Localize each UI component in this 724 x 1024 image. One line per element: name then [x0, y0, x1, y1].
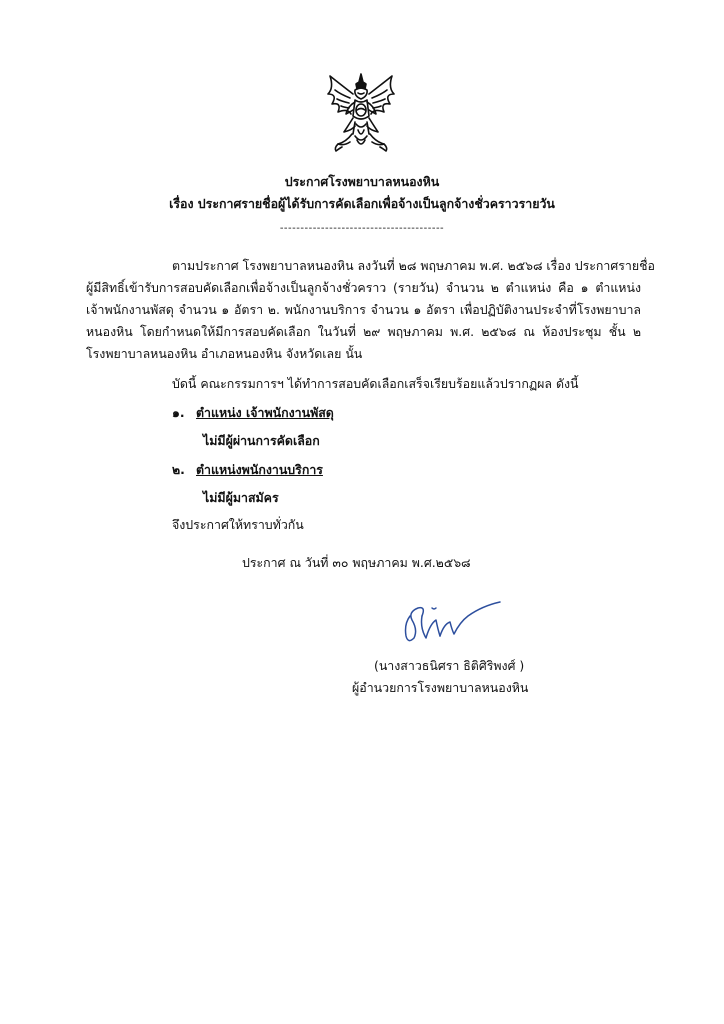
- item-result: ไม่มีผู้ผ่านการคัดเลือก: [203, 433, 320, 448]
- paragraph-line: ตามประกาศ โรงพยาบาลหนองหิน ลงวันที่ ๒๘ พฤษภาคม พ.ศ. ๒๕๖๘ เรื่อง ประกาศรายชื่อ: [172, 258, 655, 273]
- signatory-name: (นางสาวธนิศรา ธิติศิริพงศ์ ): [374, 658, 525, 673]
- paragraph-line: โรงพยาบาลหนองหิน อำเภอหนองหิน จังหวัดเลย นั้น: [86, 346, 363, 361]
- garuda-emblem-icon: [322, 72, 400, 154]
- item-number: ๒.: [172, 462, 185, 477]
- item-result: ไม่มีผู้มาสมัคร: [203, 490, 279, 505]
- signatory-position: ผู้อำนวยการโรงพยาบาลหนองหิน: [352, 680, 529, 695]
- paragraph-line: หนองหิน โดยกำหนดให้มีการสอบคัดเลือก ในวันที่ ๒๙ พฤษภาคม พ.ศ. ๒๕๖๘ ณ ห้องประชุม ชั้น ๒: [86, 324, 641, 339]
- paragraph-result-intro: บัดนี้ คณะกรรมการฯ ได้ทำการสอบคัดเลือกเสร็จเรียบร้อยแล้วปรากฏผล ดังนี้: [172, 376, 579, 391]
- announcement-title: ประกาศโรงพยาบาลหนองหิน: [284, 174, 440, 189]
- announcement-date: ประกาศ ณ วันที่ ๓๐ พฤษภาคม พ.ศ.๒๕๖๘: [242, 555, 471, 570]
- announcement-subject: เรื่อง ประกาศรายชื่อผู้ได้รับการคัดเลือกเพื่อจ้างเป็นลูกจ้างชั่วคราวรายวัน: [169, 196, 555, 211]
- item-number: ๑.: [172, 405, 185, 420]
- closing-text: จึงประกาศให้ทราบทั่วกัน: [172, 517, 304, 532]
- item-position-title: ตำแหน่งพนักงานบริการ: [196, 462, 323, 477]
- separator-line: ----------------------------------------: [279, 223, 445, 234]
- handwritten-signature: [396, 594, 506, 654]
- item-position-title: ตำแหน่ง เจ้าพนักงานพัสดุ: [196, 405, 334, 420]
- paragraph-line: เจ้าพนักงานพัสดุ จำนวน ๑ อัตรา ๒. พนักงานบริการ จำนวน ๑ อัตรา เพื่อปฏิบัติงานประจำที่โรงพยาบาล: [86, 302, 641, 317]
- paragraph-line: ผู้มีสิทธิ์เข้ารับการสอบคัดเลือกเพื่อจ้างเป็นลูกจ้างชั่วคราว (รายวัน) จำนวน ๒ ตำแหน่ง คือ ๑ ตำแหน่ง: [86, 280, 641, 295]
